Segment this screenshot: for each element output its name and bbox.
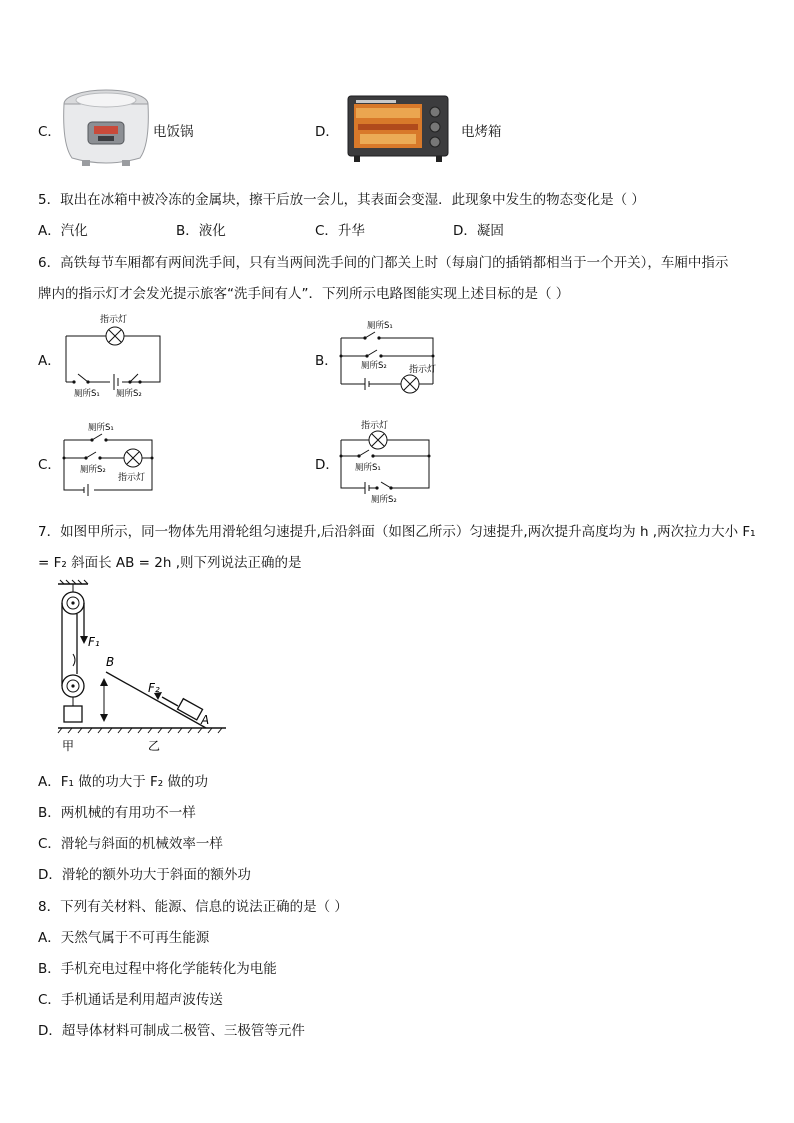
q8-stem: 8．下列有关材料、能源、信息的说法正确的是（ ） (38, 899, 348, 915)
q6-stem-line1: 6．高铁每节车厢都有两间洗手间，只有当两间洗手间的门都关上时（每扇门的插销都相当于一个开关），车厢中指示 (38, 255, 729, 271)
circuit-c-s2-label: 厕所S₂ (80, 465, 106, 475)
circuit-b-diagram (335, 312, 445, 404)
circuit-a-s2-label: 厕所S₂ (116, 389, 142, 399)
circuit-a-s1-label: 厕所S₁ (74, 389, 100, 399)
q8-option-a: A．天然气属于不可再生能源 (38, 930, 210, 946)
q5-option-d: D．凝固 (453, 223, 504, 239)
q6-option-b-letter: B． (315, 353, 338, 369)
fig-a-label: A (201, 713, 210, 727)
q8-option-b: B．手机充电过程中将化学能转化为电能 (38, 961, 277, 977)
circuit-c-s1-label: 厕所S₁ (88, 423, 114, 433)
q4-option-c-text: 电饭锅 (153, 124, 194, 140)
q7-stem-line1: 7．如图甲所示，同一物体先用滑轮组匀速提升,后沿斜面（如图乙所示）匀速提升,两次提升高度均为 h ,两次拉力大小 F₁ (38, 524, 756, 540)
q5-option-b: B．液化 (176, 223, 226, 239)
circuit-b-lamp-label: 指示灯 (409, 365, 437, 375)
circuit-a-diagram (58, 312, 178, 404)
q7-option-d: D．滑轮的额外功大于斜面的额外功 (38, 867, 251, 883)
circuit-d-diagram (335, 414, 445, 506)
fig-b-label: B (106, 655, 115, 669)
circuit-d-lamp-label: 指示灯 (361, 421, 389, 431)
q7-option-a: A．F₁ 做的功大于 F₂ 做的功 (38, 774, 208, 790)
fig-f2-label: F₂ (148, 681, 160, 695)
circuit-c-diagram (58, 418, 168, 500)
q6-option-d-letter: D． (315, 457, 339, 473)
q7-option-c: C．滑轮与斜面的机械效率一样 (38, 836, 223, 852)
q6-option-a-letter: A． (38, 353, 61, 369)
circuit-b-s1-label: 厕所S₁ (367, 321, 393, 331)
fig-yi-label: 乙 (148, 739, 161, 753)
electric-oven-image (346, 94, 450, 166)
q7-stem-line2: = F₂ 斜面长 AB = 2h ,则下列说法正确的是 (38, 555, 302, 571)
q6-option-c-letter: C． (38, 457, 61, 473)
fig-jia-label: 甲 (62, 739, 75, 753)
q8-option-d: D．超导体材料可制成二极管、三极管等元件 (38, 1023, 305, 1039)
pulley-incline-figure (44, 578, 234, 754)
q6-stem-line2: 牌内的指示灯才会发光提示旅客“洗手间有人”．下列所示电路图能实现上述目标的是（ ） (38, 286, 570, 302)
q4-option-c-letter: C． (38, 124, 61, 140)
q7-option-b: B．两机械的有用功不一样 (38, 805, 196, 821)
rice-cooker-image (58, 84, 154, 168)
circuit-d-s2-label: 厕所S₂ (371, 495, 397, 505)
circuit-c-lamp-label: 指示灯 (118, 473, 146, 483)
q5-option-a: A．汽化 (38, 223, 88, 239)
circuit-b-s2-label: 厕所S₂ (361, 361, 387, 371)
q5-stem: 5．取出在冰箱中被冷冻的金属块，擦干后放一会儿，其表面会变湿．此现象中发生的物态变化是（ ） (38, 192, 645, 208)
circuit-d-s1-label: 厕所S₁ (355, 463, 381, 473)
q4-option-d-text: 电烤箱 (461, 124, 502, 140)
circuit-a-lamp-label: 指示灯 (100, 315, 128, 325)
fig-f1-label: F₁ (88, 635, 100, 649)
q8-option-c: C．手机通话是利用超声波传送 (38, 992, 223, 1008)
q5-option-c: C．升华 (315, 223, 365, 239)
q4-option-d-letter: D． (315, 124, 339, 140)
